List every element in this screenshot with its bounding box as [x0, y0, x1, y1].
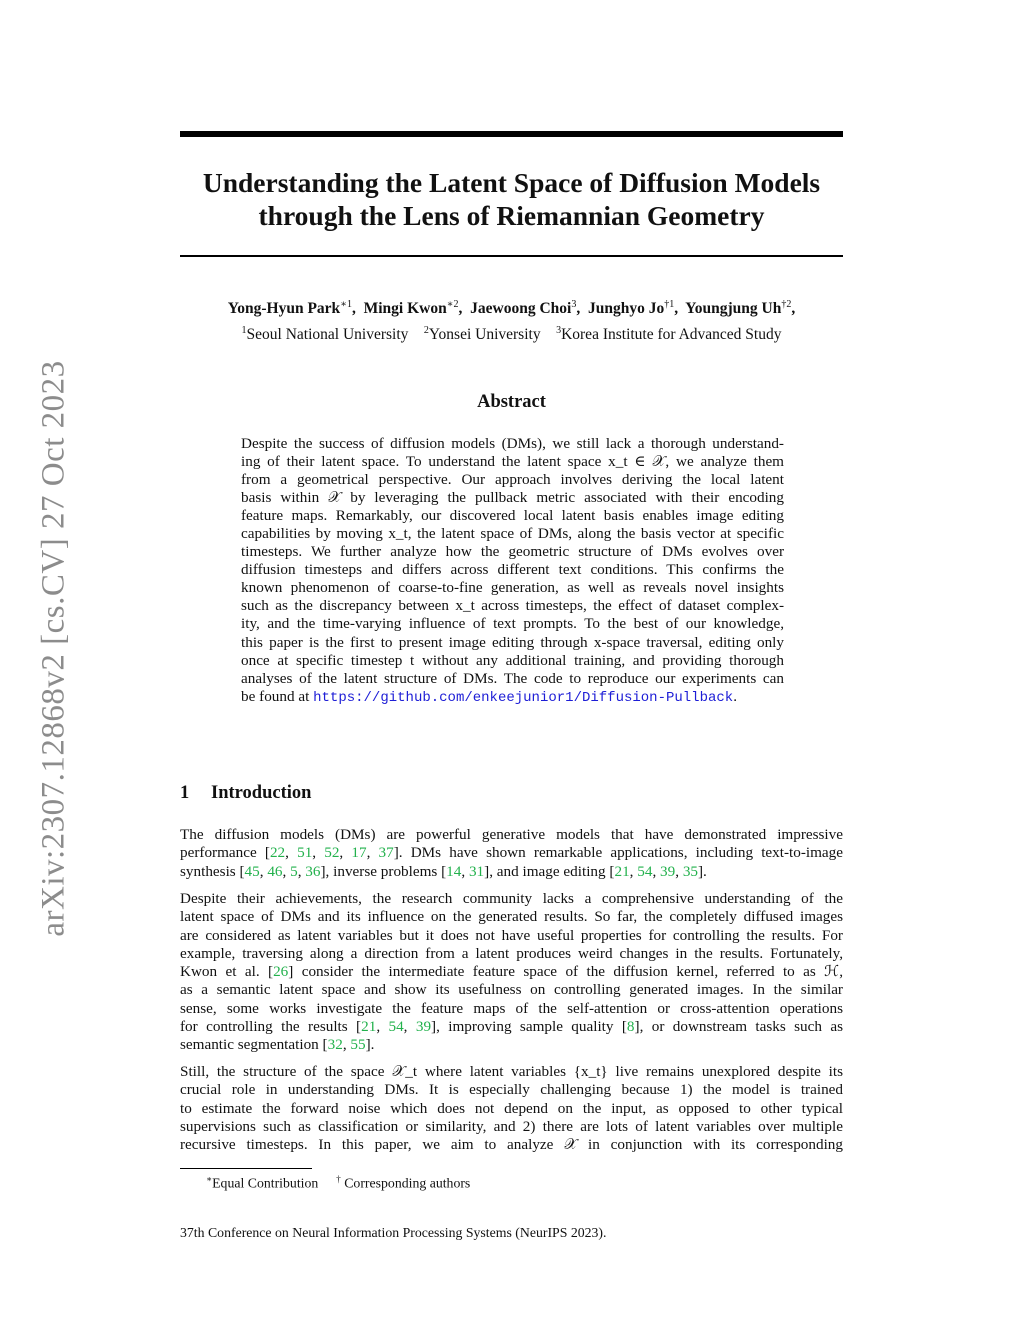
paragraph-text: ]. DMs have shown remarkable applications, including text-to-image — [393, 844, 844, 862]
citation-link[interactable]: 54 — [637, 862, 653, 880]
paragraph-text: latent space of DMs and its influence on the generated results. So far, the completely diffused images — [180, 908, 843, 926]
paragraph-line — [180, 890, 843, 908]
paragraph-text: , — [285, 844, 298, 862]
abstract-line: known phenomenon of coarse-to-fine generation, as well as reveals novel insights — [241, 579, 784, 597]
paragraph-text: ]. — [365, 1036, 375, 1054]
abstract-line: capabilities by moving x_t, the latent space of DMs, along the basis vector at specific — [241, 525, 784, 543]
paragraph-text: , — [675, 862, 683, 880]
abstract-last-line — [241, 688, 784, 707]
paragraph-line — [180, 1036, 843, 1054]
paragraph-text: The diffusion models (DMs) are powerful generative models that have demonstrated impressive — [180, 826, 843, 843]
paragraph-text: ], and image editing [ — [484, 862, 615, 880]
citation-link[interactable]: 31 — [468, 862, 485, 880]
abstract-line-text: be found at — [241, 687, 314, 705]
title-line: Understanding the Latent Space of Diffusion Models — [202, 167, 821, 198]
section-number: 1 — [180, 783, 190, 803]
abstract-line: Despite the success of diffusion models (DMs), we still lack a thorough understand- — [241, 435, 784, 452]
citation-link[interactable]: 22 — [269, 844, 286, 862]
paper-title — [180, 166, 843, 232]
abstract-line-text: . — [733, 687, 737, 705]
author-mark: ∗2 — [446, 299, 459, 310]
abstract-body — [241, 435, 784, 707]
author-mark: ∗1 — [340, 299, 352, 310]
paragraph-text: ], or downstream tasks such as — [634, 1018, 843, 1036]
abstract-line: analyses of the latent structure of DMs. The code to reproduce our experiments can — [241, 669, 784, 687]
section-heading — [180, 783, 311, 804]
paragraph-text: sense, some works investigate the feature maps of the self-attention or cross-attention operations — [180, 999, 843, 1017]
title-top-rule — [180, 131, 843, 137]
paragraph-text: , — [282, 862, 291, 880]
paragraph-line — [180, 844, 843, 862]
paragraph-text: supervisions such as classification or similarity, and 2) there are lots of latent variables over multiple — [180, 1117, 843, 1135]
paragraph-line — [180, 1136, 843, 1154]
paragraph-text: , — [366, 844, 379, 862]
affiliation-mark: 1 — [241, 325, 247, 336]
citation-link[interactable]: 36 — [305, 862, 321, 880]
abstract-line: basis within 𝒳 by leveraging the pullback metric associated with their encoding — [241, 489, 784, 507]
paragraph-line — [180, 863, 843, 881]
citation-link[interactable]: 21 — [361, 1018, 377, 1036]
paragraph-text: for controlling the results [ — [180, 1018, 362, 1036]
abstract-line: from a geometrical perspective. Our approach involves deriving the local latent — [241, 471, 784, 489]
footnote-mark: † — [336, 1174, 341, 1184]
paragraph-text: , — [339, 844, 352, 862]
paragraph-text: , — [312, 844, 325, 862]
arxiv-identifier — [18, 358, 90, 938]
venue-note: 37th Conference on Neural Information Processing Systems (NeurIPS 2023). — [180, 1225, 607, 1240]
citation-link[interactable]: 54 — [388, 1018, 404, 1036]
footnote-mark: ∗ — [206, 1174, 213, 1184]
abstract-line: such as the discrepancy between x_t across timesteps, the effect of dataset complex- — [241, 597, 784, 615]
affiliation-mark: 3 — [556, 325, 562, 336]
citation-link[interactable]: 51 — [297, 844, 313, 862]
author-mark: †1 — [664, 299, 675, 310]
footnote-text: Corresponding authors — [344, 1175, 471, 1191]
paragraph-text: as a semantic latent space and show its usefulness on controlling generated images. In the similar — [180, 981, 843, 999]
affiliation-mark: 2 — [423, 325, 429, 336]
citation-link[interactable]: 21 — [614, 862, 630, 880]
paragraph-line — [180, 963, 843, 981]
paragraph-text: ] consider the intermediate feature space of the diffusion kernel, referred to as ℋ, — [288, 963, 843, 981]
paragraph-line — [180, 1063, 843, 1081]
abstract-line: ing of their latent space. To understand the latent space x_t ∈ 𝒳, we analyze them — [241, 453, 784, 471]
citation-link[interactable]: 5 — [290, 862, 298, 880]
paragraph-text: , — [629, 862, 638, 880]
paragraph-text: ], improving sample quality [ — [431, 1018, 627, 1036]
paragraph-line — [180, 908, 843, 926]
paragraph-text: , — [259, 862, 268, 880]
abstract-line: this paper is the first to present image editing through x-space traversal, editing only — [241, 633, 784, 651]
author-name: Yong-Hyun Park — [227, 300, 341, 318]
paragraph-line — [180, 1100, 843, 1118]
author-mark: †2 — [781, 299, 792, 310]
paragraph-text: Kwon et al. [ — [180, 963, 274, 981]
paragraph-text: Despite their achievements, the research community lacks a comprehensive understanding of the — [180, 890, 843, 907]
paragraph-text: recursive timesteps. In this paper, we aim to analyze 𝒳 in conjunction with its corresponding — [180, 1136, 843, 1154]
paragraph-line — [180, 927, 843, 945]
author-name: Mingi Kwon — [363, 300, 447, 318]
abstract-line: once at specific timestep t without any additional training, and providing thorough — [241, 651, 784, 669]
section-title: Introduction — [211, 783, 312, 803]
abstract-line: timesteps. We further analyze how the geometric structure of DMs evolves over — [241, 543, 784, 561]
citation-link[interactable]: 35 — [682, 862, 698, 880]
footnote-text: Equal Contribution — [212, 1175, 319, 1191]
footnote-rule — [180, 1168, 312, 1169]
citation-link[interactable]: 37 — [378, 844, 394, 862]
paragraph-text: example, traversing along a direction from a latent produces weird changes in the results. Fortunately, — [180, 944, 843, 962]
paragraph-text: , — [342, 1036, 351, 1054]
affiliation-list — [180, 325, 843, 344]
paragraph-text: , — [403, 1018, 416, 1036]
abstract-heading: Abstract — [477, 392, 546, 412]
paragraph-line — [180, 945, 843, 963]
title-bottom-rule — [180, 255, 843, 257]
author-name: Jaewoong Choi — [470, 300, 572, 318]
abstract-line: ity, and the time-varying influence of text prompts. To the best of our knowledge, — [241, 615, 784, 633]
paragraph-text: Still, the structure of the space 𝒳_t where latent variables {x_t} live remains unexplored despite its — [180, 1063, 843, 1080]
affiliation-name: Korea Institute for Advanced Study — [561, 326, 782, 344]
paragraph-text: to estimate the forward noise which does not depend on the input, as opposed to other typical — [180, 1099, 843, 1117]
paragraph-text: synthesis [ — [180, 862, 245, 880]
code-link[interactable]: https://github.com/enkeejunior1/Diffusion-Pullback — [313, 689, 734, 706]
author-mark: 3 — [571, 299, 577, 310]
paragraph-line — [180, 1081, 843, 1099]
citation-link[interactable]: 45 — [244, 862, 260, 880]
paragraph-line — [180, 1018, 843, 1036]
abstract-line: feature maps. Remarkably, our discovered local latent basis enables image editing — [241, 507, 784, 525]
paragraph-text: , — [652, 862, 661, 880]
paragraph-text: are considered as latent variables but it does not have useful properties for controlling the results. For — [180, 926, 843, 944]
paragraph-text: ]. — [698, 862, 707, 880]
footnote — [206, 1174, 470, 1192]
paragraph-text: , — [376, 1018, 389, 1036]
paragraph-line — [180, 826, 843, 844]
citation-link[interactable]: 14 — [446, 862, 462, 880]
affiliation-name: Yonsei University — [428, 326, 541, 344]
paragraph-line — [180, 1118, 843, 1136]
paragraph-text: semantic segmentation [ — [180, 1036, 328, 1054]
paragraph-text: , — [461, 862, 469, 880]
citation-link[interactable]: 55 — [350, 1036, 366, 1054]
citation-link[interactable]: 32 — [327, 1036, 343, 1054]
author-list: Yong-Hyun Park$^{∗1}$, Mingi Kwon$^{∗2}$, Jaewoong Choi$^3$, Junghyo Jo$^{\dagger 1}$, Youngjung Uh$^{\dagger 2}$, — [227, 299, 796, 318]
paragraph-line — [180, 1000, 843, 1018]
citation-link[interactable]: 39 — [415, 1018, 432, 1036]
abstract-line: diffusion timesteps and differs across different text conditions. This confirms the — [241, 561, 784, 579]
citation-link[interactable]: 52 — [324, 844, 340, 862]
intro-paragraph — [180, 890, 843, 1055]
paragraph-text: performance [ — [180, 844, 270, 862]
citation-link[interactable]: 17 — [351, 844, 367, 862]
citation-link[interactable]: 39 — [660, 862, 676, 880]
author-name: Youngjung Uh — [685, 300, 782, 318]
arxiv-identifier-text: arXiv:2307.12868v2 [cs.CV] 27 Oct 2023 — [35, 359, 72, 937]
citation-link[interactable]: 46 — [267, 862, 283, 880]
paragraph-text: , — [297, 862, 306, 880]
author-name: Junghyo Jo — [587, 300, 665, 318]
citation-link[interactable]: 8 — [626, 1018, 635, 1036]
citation-link[interactable]: 26 — [273, 963, 289, 981]
paragraph-text: ], inverse problems [ — [320, 862, 447, 880]
intro-paragraph — [180, 826, 843, 881]
paragraph-text: crucial role in understanding DMs. It is especially challenging because 1) the model is trained — [180, 1081, 843, 1099]
paragraph-line — [180, 981, 843, 999]
title-line: through the Lens of Riemannian Geometry — [258, 200, 765, 231]
intro-paragraph — [180, 1063, 843, 1154]
affiliation-name: Seoul National University — [246, 326, 409, 344]
